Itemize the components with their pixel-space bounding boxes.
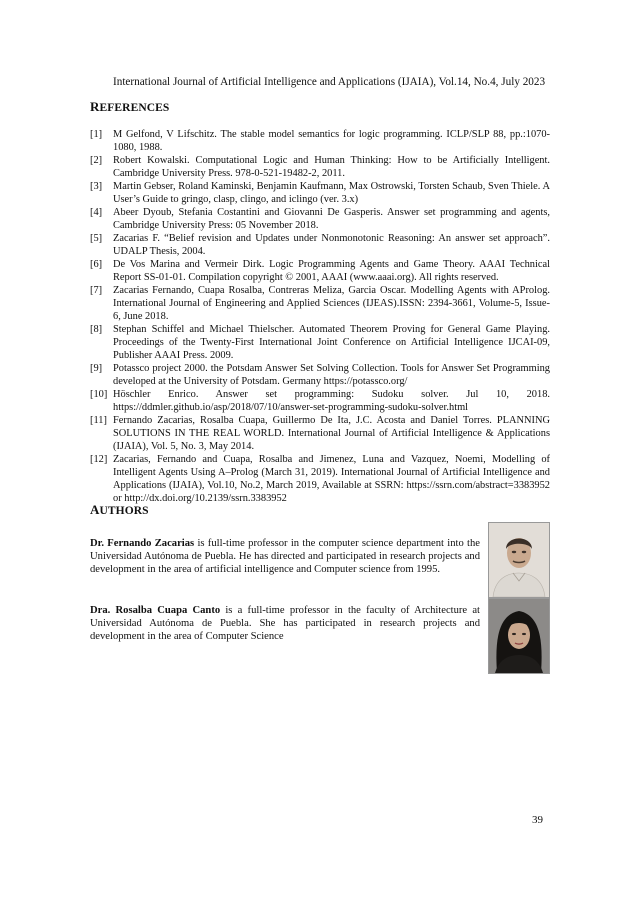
reference-text: Abeer Dyoub, Stefania Costantini and Giovanni De Gasperis. Answer set programming and agents, Cambridge University Press: 05 November 2018.: [113, 207, 550, 231]
reference-item: [90, 388, 550, 414]
reference-item: [90, 453, 550, 505]
reference-text: Stephan Schiffel and Michael Thielscher. Automated Theorem Proving for General Game Playing. Proceedings of the Twenty-First International Joint Conference on Artificial Intelligence IJCAI-09, Publisher AAAI Press. 2009.: [113, 324, 550, 361]
reference-number: [9]: [90, 363, 103, 374]
reference-number: [5]: [90, 233, 103, 244]
reference-number: [2]: [90, 155, 103, 166]
author-photo-image: [489, 523, 549, 597]
reference-number: [3]: [90, 181, 103, 192]
author-bio: [90, 604, 480, 644]
authors-heading: [90, 502, 149, 518]
reference-number: [7]: [90, 285, 103, 296]
reference-number: [1]: [90, 129, 103, 140]
author-bio-text: is full-time professor in the computer science department into the Universidad Autónoma de Puebla. He has directed and participated in research projects and development in the area of artificial intelligence and Computer science from 1995.: [90, 538, 480, 576]
author-bio: [90, 537, 480, 577]
references-heading: [90, 99, 169, 115]
page-number: 39: [532, 814, 543, 826]
reference-text: Robert Kowalski. Computational Logic and Human Thinking: How to be Artificially Intelligent. Cambridge University Press. 978-0-521-19482-2, 2011.: [113, 155, 550, 179]
reference-item: [90, 258, 550, 284]
reference-text: Potassco project 2000. the Potsdam Answer Set Solving Collection. Tools for Answer Set Programming developed at the University of Potsdam. Germany https://potassco.org/: [113, 363, 550, 387]
reference-item: [90, 154, 550, 180]
reference-text: Martin Gebser, Roland Kaminski, Benjamin Kaufmann, Max Ostrowski, Torsten Schaub, Sven Thiele. A User’s Guide to gringo, clasp, clingo, and iclingo (ver. 3.x): [113, 181, 550, 205]
reference-number: [10]: [90, 389, 108, 400]
reference-item: [90, 284, 550, 323]
reference-item: [90, 362, 550, 388]
reference-text: Zacarias, Fernando and Cuapa, Rosalba and Jimenez, Luna and Vazquez, Noemi, Modelling of Intelligent Agents Using A–Prolog (March 31, 2019). International Journal of Artificial Intelligence and Applications (IJAIA), Vol.10, No.2, March 2019, Available at SSRN: https://ssrn.com/abstract=3383952 or http://dx.doi.org/10.2139/ssrn.3383952: [113, 454, 550, 504]
reference-number: [4]: [90, 207, 103, 218]
reference-list: [90, 128, 550, 505]
reference-number: [12]: [90, 454, 108, 465]
reference-item: [90, 206, 550, 232]
reference-text: Höschler Enrico. Answer set programming: Sudoku solver. Jul 10, 2018. https://ddmler.github.io/asp/2018/07/10/answer-set-programming-sudoku-solver.html: [113, 389, 550, 413]
reference-item: [90, 128, 550, 154]
reference-text: De Vos Marina and Vermeir Dirk. Logic Programming Agents and Game Theory. AAAI Technical Report SS-01-01. Compilation copyright © 2001, AAAI (www.aaai.org). All rights reserved.: [113, 259, 550, 283]
reference-number: [8]: [90, 324, 103, 335]
reference-item: [90, 414, 550, 453]
reference-text: M Gelfond, V Lifschitz. The stable model semantics for logic programming. ICLP/SLP 88, pp.:1070-1080, 1988.: [113, 129, 550, 153]
author-photo-image: [489, 599, 549, 673]
reference-text: Zacarias F. “Belief revision and Updates under Nonmonotonic Reasoning: An answer set approach”. UDALP Thesis, 2004.: [113, 233, 550, 257]
authors-heading-rest: UTHORS: [99, 505, 149, 517]
reference-item: [90, 232, 550, 258]
author-name: Dra. Rosalba Cuapa Canto: [90, 605, 221, 616]
reference-number: [6]: [90, 259, 103, 270]
references-heading-initial: R: [90, 99, 100, 114]
reference-item: [90, 323, 550, 362]
author-photo-female: [488, 598, 550, 674]
author-bio-text: is a full-time professor in the faculty of Architecture at Universidad Autónoma de Puebla. She has participated in research projects and development in the area of Computer Science: [90, 605, 480, 643]
running-head: International Journal of Artificial Intelligence and Applications (IJAIA), Vol.14, No.4, July 2023: [113, 76, 546, 88]
reference-text: Zacarias Fernando, Cuapa Rosalba, Contreras Meliza, Garcia Oscar. Modelling Agents with AProlog. International Journal of Engineering and Applied Sciences (IJEAS).ISSN: 2394-3661, Volume-5, Issue-6, June 2018.: [113, 285, 550, 322]
authors-heading-initial: A: [90, 502, 100, 517]
author-photo-male: [488, 522, 550, 598]
reference-text: Fernando Zacarias, Rosalba Cuapa, Guillermo De Ita, J.C. Acosta and Daniel Torres. PLANNING SOLUTIONS IN THE REAL WORLD. International Journal of Artificial Intelligence & Applications (IJAIA), Vol. 5, No. 3, May 2014.: [113, 415, 550, 452]
references-heading-rest: EFERENCES: [99, 102, 170, 114]
author-name: Dr. Fernando Zacarias: [90, 538, 195, 549]
reference-number: [11]: [90, 415, 107, 426]
reference-item: [90, 180, 550, 206]
